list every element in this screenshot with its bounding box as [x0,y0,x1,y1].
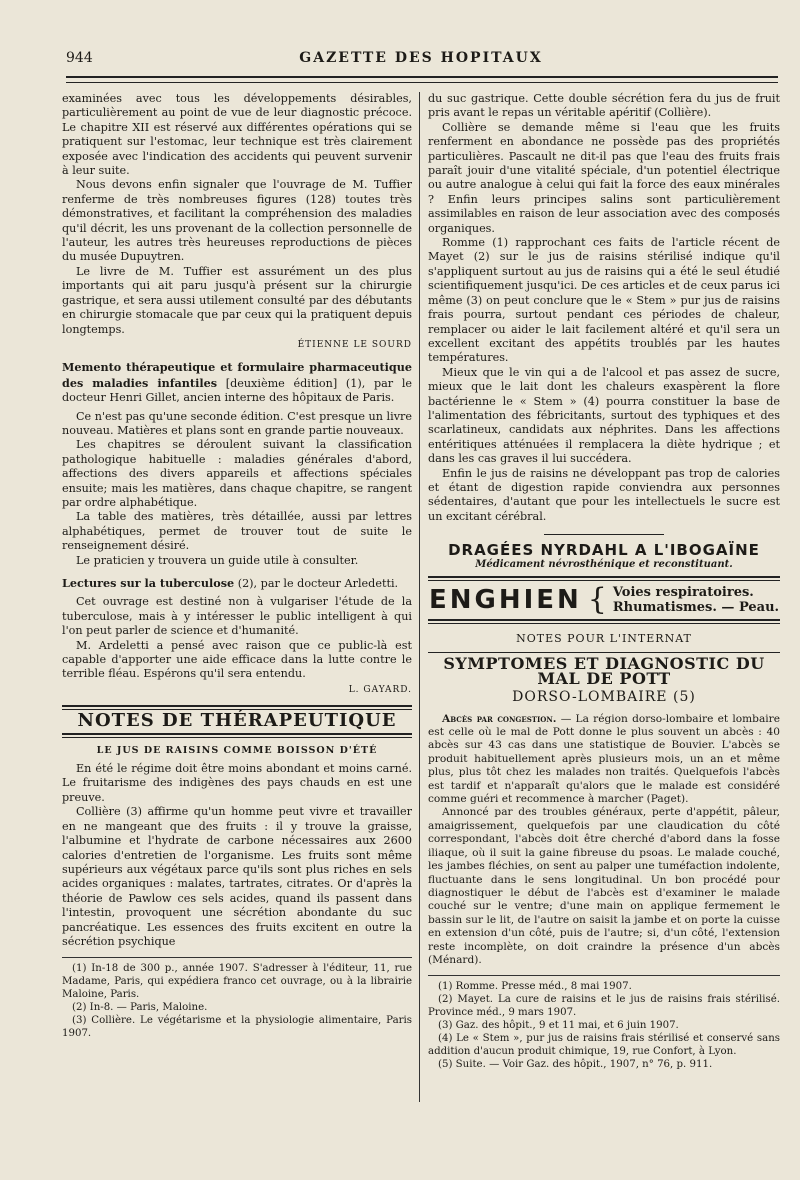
paragraph: Collière (3) affirme qu'un homme peut vivre et travailler en ne mangeant que des fruits : il y trouve la graisse, l'albumine et l'hydrate de carbone nécessaires aux 2600 calories d'entretien de l'organisme. Les fruits sont même supérieurs aux végétaux parce qu'ils sont plus riches en sels acides organiques : malates, tartrates, citrates. Or d'après la théorie de Pawlow ces sels acides, quand ils passent dans l'intestin, provoquent une sécrétion abondante du suc pancréatique. Les essences des fruits excitent en outre la sécrétion psychique [62,805,412,948]
footnote: (1) In-18 de 300 p., année 1907. S'adresser à l'éditeur, 11, rue Madame, Paris, qui expédiera franco cet ouvrage, ou à la librairie Maloine, Paris. [62,963,412,1001]
footnote: (2) In-8. — Paris, Maloine. [72,1002,208,1014]
ad-rule [544,534,664,535]
column-divider [419,92,420,1102]
article-title: SYMPTOMES ET DIAGNOSTIC DU MAL DE POTT [443,654,765,688]
book-info: [deuxième édition] (1), par le docteur Henri Gillet, ancien interne des hôpitaux de Paris. [62,376,413,405]
review-heading [62,576,412,591]
page-header [66,50,776,70]
paragraph: Enfin le jus de raisins ne développant pas trop de calories et étant de digestion rapide conviendra aux personnes sédentaires, d'autant que pour les intellectuels le sucre est un excitant cérébral. [428,466,780,523]
paragraph: En été le régime doit être moins abondant et moins carné. Le fruitarisme des indigènes des pays chauds en est une preuve. [62,762,412,804]
advertisement-dragees [428,543,780,572]
paragraph: Les chapitres se déroulent suivant la classification pathologique habituelle : maladies générales d'abord, affections des divers appareils et affections spéciales ensuite; mais les matières, dans chaque chapitre, se rangent par ordre alphabétique. [62,438,412,509]
section-rule [62,733,412,738]
footnote: (5) Suite. — Voir Gaz. des hôpit., 1907, n° 76, p. 911. [438,1059,713,1071]
signature: L. GAYARD. [348,684,412,695]
footnote: (1) Romme. Presse méd., 8 mai 1907. [438,981,632,993]
ad-word: ENGHIEN [428,584,582,615]
ad-rule [428,619,780,624]
left-column [62,92,412,1040]
paragraph: Ce n'est pas qu'une seconde édition. C'est presque un livre nouveau. Matières et plans sont en grande partie nouveaux. [62,409,412,437]
article-body [428,713,780,968]
paragraph: Romme (1) rapprochant ces faits de l'article récent de Mayet (2) sur le jus de raisins stérilisé indique qu'il s'appliquent surtout au jus de raisins qui a été le seul étudié scientifiquement jusqu'ici. De ces articles et de ceux parus ici même (3) on peut conclure que le « Stem » pur jus de raisins frais pourra, surtout pendant ces périodes de chaleur, remplacer ou aider le lait facilement altéré et qu'il sera un excellent excitant des appétits troublés par les hautes températures. [428,236,780,365]
review-heading [62,360,412,405]
ad-line: Rhumatismes. — Peau. [612,600,780,615]
advertisement-enghien [428,581,780,617]
ad-title: DRAGÉES NYRDAHL A L'IBOGAÏNE [448,541,760,560]
footnote: (3) Collière. Le végétarisme et la physiologie alimentaire, Paris 1907. [62,1015,412,1040]
paragraph: Le livre de M. Tuffier est assurément un des plus importants qui ait paru jusqu'à présent sur la chirurgie gastrique, et sera aussi utilement consulté par des débutants en chirurgie stomacale que par ceux qui la pratiquent depuis longtemps. [62,264,412,336]
section-rule [428,652,780,653]
signature: ÉTIENNE LE SOURD [297,339,412,350]
article-subtitle: DORSO-LOMBAIRE (5) [512,689,696,706]
header-rule [66,76,778,83]
ad-rule [428,576,780,581]
section-label: NOTES POUR L'INTERNAT [516,632,692,645]
paragraph: du suc gastrique. Cette double sécrétion fera du jus de fruit pris avant le repas un véritable apéritif (Collière). [428,92,780,120]
subheading: LE JUS DE RAISINS COMME BOISSON D'ÉTÉ [96,744,378,756]
footnote: (4) Le « Stem », pur jus de raisins frais stérilisé et conservé sans addition d'aucun produit chimique, 19, rue Confort, à Lyon. [428,1033,780,1058]
footnotes [62,957,412,1040]
paragraph: examinées avec tous les développements désirables, particulièrement au point de vue de leur diagnostic précoce. Le chapitre XII est réservé aux différentes opérations qui se pratiquent sur l'estomac, leur technique est très clairement exposée avec l'indication des accidents qui peuvent survenir à leur suite. [62,92,412,178]
book-title: Lectures sur la tuberculose [62,576,235,590]
footnotes [428,975,780,1071]
ad-line: Voies respiratoires. [612,585,754,600]
paragraph: Cet ouvrage est destiné non à vulgariser l'étude de la tuberculose, mais à y intéresser le public intelligent à qui l'on peut parler de science et d'humanité. [62,595,412,638]
paragraph: Le praticien y trouvera un guide utile à consulter. [76,553,359,567]
book-info: (2), par le docteur Arledetti. [237,577,399,590]
section-title: NOTES DE THÉRAPEUTIQUE [77,710,397,732]
footnote: (2) Mayet. La cure de raisins et le jus de raisins frais stérilisé. Province méd., 9 mars 1907. [428,994,780,1019]
paragraph: La table des matières, très détaillée, aussi par lettres alphabétiques, permet de trouver tout de suite le renseignement désiré. [62,510,412,553]
page-number: 944 [66,50,93,66]
ad-subtitle: Médicament névrosthénique et reconstituant. [475,558,733,570]
paragraph: M. Ardeletti a pensé avec raison que ce public-là est capable d'apporter une aide efficace dans la lutte contre le terrible fléau. Espérons qu'il sera entendu. [62,638,412,681]
footnote: (3) Gaz. des hôpit., 9 et 11 mai, et 6 juin 1907. [438,1020,679,1032]
right-column [428,92,780,1071]
lead-in: Abcès par congestion. [442,712,557,725]
paragraph: Nous devons enfin signaler que l'ouvrage de M. Tuffier renferme de très nombreuses figures (128) toutes très démonstratives, et facilitant la compréhension des maladies qu'il décrit, les uns provenant de la collection personnelle de l'auteur, les autres très heureuses reproductions de pièces du musée Dupuytren. [62,178,412,264]
paragraph [428,713,780,807]
paragraph: Annoncé par des troubles généraux, perte d'appétit, pâleur, amaigrissement, quelquefois par une claudication du côté correspondant, l'abcès doit être cherché d'abord dans la fosse iliaque, où il suit la gaine fibreuse du psoas. Le malade couché, les jambes fléchies, on sent au palper une tuméfaction indolente, fluctuante dans le sens longitudinal. Un bon procédé pour diagnostiquer le début de l'abcès est d'examiner le malade couché sur le ventre; d'une main on applique fermement le bassin sur le lit, de l'autre on saisit la jambe et on porte la cuisse en extension d'un côté, puis de l'autre; si, d'un côté, l'extension reste incomplète, on doit craindre la présence d'un abcès (Ménard). [428,806,780,966]
paragraph: Collière se demande même si l'eau que les fruits renferment en abondance ne possède pas des propriétés particulières. Pascault ne dit-il pas que l'eau des fruits frais paraît jouir d'une vitalité spéciale, d'un potentiel électrique ou autre analogue à celui qui fait la force des eaux minérales ? Enfin leurs principes salins sont particulièrement assimilables en raison de leur association avec des composés organiques. [428,120,780,235]
journal-title: GAZETTE DES HOPITAUX [299,50,543,66]
brace-glyph: { [587,581,607,617]
ad-lines [613,585,779,615]
paragraph-text: — La région dorso-lombaire et lombaire est celle où le mal de Pott donne le plus souvent un abcès : 40 abcès sur 43 cas dans une statistique de Bouvier. L'abcès se produit habituellement après plusieurs mois, un an et même plus, plus tôt chez les malades non traités. Quelquefois l'abcès est tardif et n'apparaît qu'alors que le malade est considéré comme guéri et recommence à marcher (Paget). [428,712,780,806]
paragraph: Mieux que le vin qui a de l'alcool et pas assez de sucre, mieux que le lait dont les chaleurs exaspèrent la flore bactérienne le « Stem » (4) pourra constituer la base de l'alimentation des fébricitants, surtout des typhiques et des scarlatineux, candidats aux néphrites. Dans les affections entéritiques atténuées il remplacera la diète hydrique ; et dans les cas graves il lui succédera. [428,365,780,466]
book-title: Memento thérapeutique et formulaire pharmaceutique des maladies infantiles [62,360,412,390]
